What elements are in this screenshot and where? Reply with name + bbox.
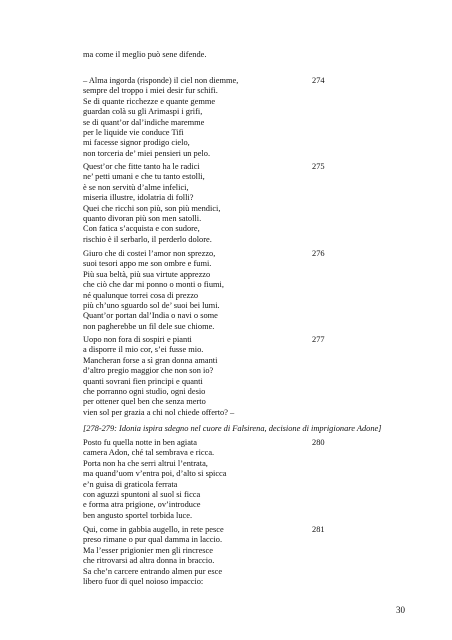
- verse-line: quanto divoran più son men satolli.: [83, 213, 202, 223]
- verse-line: più ch’uno sguardo sol de’ suoi bei lumi.: [83, 300, 220, 310]
- verse-line: Sa che’n carcere entrando almen pur esce: [83, 566, 223, 576]
- stanza-number: 275: [312, 162, 325, 171]
- verse-line: Quest’or che fitte tanto ha le radici: [83, 162, 200, 171]
- verse-line: né qualunque torrei cosa di prezzo: [83, 290, 199, 300]
- verse-line: che ciò che dar mi ponno o monti o fiumi,: [83, 280, 224, 290]
- verse-line: guardan colà su gli Arimaspi i grifi,: [83, 107, 203, 117]
- intro-verse: [83, 50, 383, 60]
- verse-line: e’n guisa di graticola ferrata: [83, 479, 178, 489]
- verse-line: Con fatica s’acquista e con sudore,: [83, 224, 200, 234]
- verse-line: Qui, come in gabbia augello, in rete pesce: [83, 525, 224, 534]
- verse-line: Porta non ha che serri altrui l’entrata,: [83, 458, 208, 468]
- stanza-number: 277: [312, 335, 325, 344]
- summary-note: [278-279: Idonia ispira sdegno nel cuore di Falsirena, decisione di imprigionare Adone]: [83, 424, 382, 433]
- verse-line: – Alma ingorda (risponde) il ciel non diemme,: [83, 76, 239, 85]
- verse-line: rischio è il serbarlo, il perderlo dolore.: [83, 234, 212, 244]
- verse-line: mi facesse signor prodigo cielo,: [83, 138, 190, 148]
- verse-line: ma quand’uom v’entra poi, d’alto si spicca: [83, 469, 227, 479]
- stanza-275: [83, 162, 383, 245]
- stanza-280: [83, 438, 383, 521]
- verse-line: ben angusto sportel torbida luce.: [83, 510, 193, 520]
- stanza-number: 276: [312, 249, 325, 258]
- verse-line: d’altro pregio maggior che non son io?: [83, 366, 214, 376]
- verse-line: Giuro che di costei l’amor non sprezzo,: [83, 249, 216, 258]
- verse-line: è se non servitù d’alme infelici,: [83, 182, 189, 192]
- stanza-number: 281: [312, 525, 325, 534]
- verse-line: che ritrovarsi ad altra donna in braccio.: [83, 556, 215, 566]
- verse-line: non torceria de’ miei pensieri un pelo.: [83, 148, 211, 158]
- verse-line: vien sol per grazia a chi nol chiede offerto? –: [83, 407, 235, 417]
- stanza-274: [83, 76, 383, 159]
- stanza-276: [83, 249, 383, 332]
- verse-line: Mancheran forse a sì gran donna amanti: [83, 355, 218, 365]
- verse-line: Posto fu quella notte in ben agiata: [83, 438, 197, 447]
- verse-line: ne’ petti umani e che tu tanto estolli,: [83, 172, 205, 182]
- verse-line: Quant’or portan dal’India o navi o some: [83, 311, 218, 321]
- verse-line: Ma l’esser prigionier men gli rincresce: [83, 545, 213, 555]
- verse-line: preso rimane o pur qual damma in laccio.: [83, 535, 223, 545]
- verse-line: sempre del troppo i miei desir fur schifi.: [83, 86, 218, 96]
- verse-line: Più sua beltà, più sua virtute apprezzo: [83, 269, 211, 279]
- verse-line: se di quant’or dal’indiche maremme: [83, 117, 205, 127]
- verse-line: e forma atra prigione, ov’introduce: [83, 500, 201, 510]
- verse-line: per ottener quel ben che senza merto: [83, 397, 206, 407]
- verse-line: camera Adon, ché tal sembrava e ricca.: [83, 448, 215, 458]
- verse-line: non pagherebbe un fil dele sue chiome.: [83, 321, 215, 331]
- stanza-number: 280: [312, 438, 325, 447]
- stanza-281: [83, 525, 383, 587]
- verse-line: con aguzzi spuntoni al suol si ficca: [83, 489, 201, 499]
- page-number: 30: [396, 605, 405, 615]
- verse-line: libero fuor di quel noioso impaccio:: [83, 576, 204, 586]
- verse-line: Quei che ricchi son più, son più mendici,: [83, 203, 221, 213]
- verse-line: Uopo non fora di sospiri e pianti: [83, 335, 192, 344]
- verse-line: quanti sovrani fien principi e quanti: [83, 376, 203, 386]
- stanza-number: 274: [312, 76, 325, 85]
- stanza-277: [83, 335, 383, 418]
- verse-line: che porranno ogni studio, ogni desio: [83, 386, 206, 396]
- verse-line: suoi tesori appo me son ombre e fumi.: [83, 259, 212, 269]
- verse-line: ma come il meglio può sene difende.: [83, 50, 207, 59]
- verse-line: per le liquide vie conduce Tifi: [83, 127, 184, 137]
- verse-line: Se di quante ricchezze e quante gemme: [83, 96, 216, 106]
- verse-line: a disporre il mio cor, s’ei fusse mio.: [83, 345, 204, 355]
- verse-line: miseria illustre, idolatria di folli?: [83, 193, 194, 203]
